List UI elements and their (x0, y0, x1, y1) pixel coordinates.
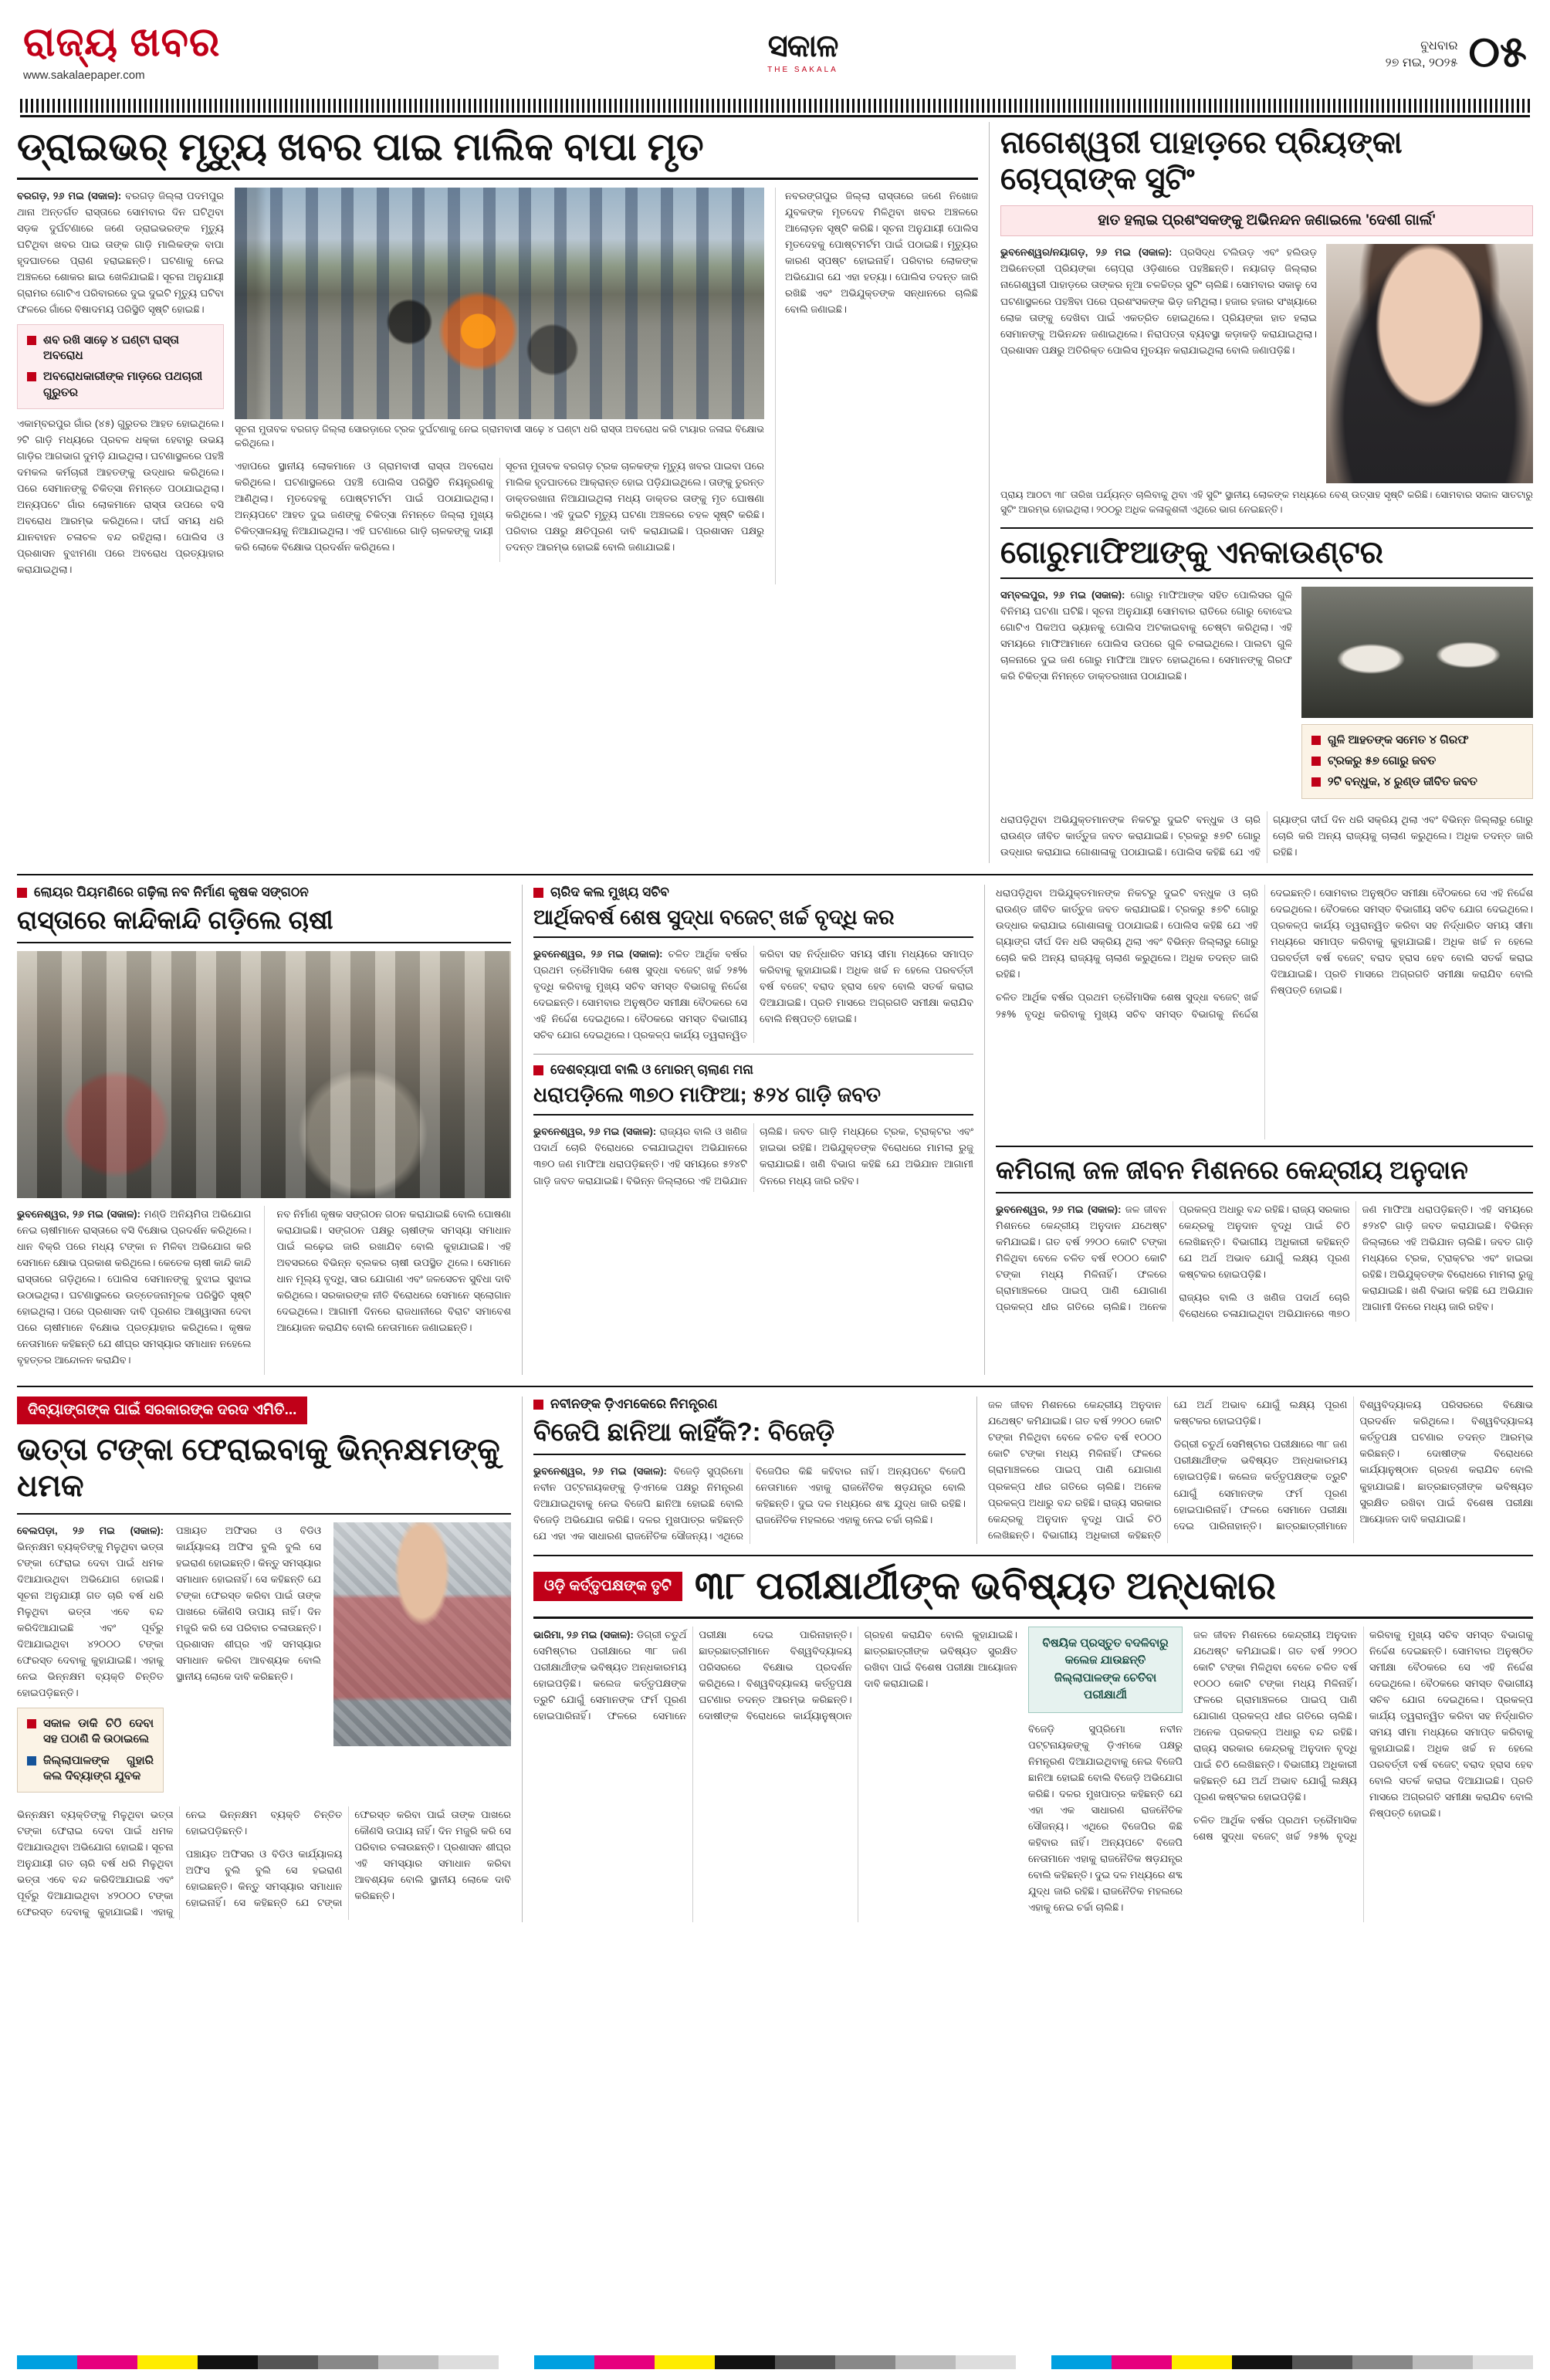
masthead (17, 0, 1533, 97)
sand-kicker (533, 1062, 973, 1078)
divyang-story (17, 1397, 511, 1922)
farmers-col-1 (17, 1206, 252, 1375)
divyang-col-2 (176, 1522, 321, 1799)
gorumafia-text: ଗୋରୁ ମାଫିଆଙ୍କ ସହିତ ପୋଲିସର ଗୁଳି ବିନିମୟ ଘଟଣା ଘଟିଛି। ସୂଚନା ଅନୁଯାୟୀ ସୋମବାର ରାତିରେ ଗୋରୁ ବୋଝେଇ ଗୋଟିଏ ପିକଅପ ଭ୍ୟାନକୁ ପୋଲିସ ଅଟକାଇବାକୁ ଚେଷ୍ଟା କରିଥିଲା। ଏହି ସମୟରେ ମାଫିଆମାନେ ପୋଲିସ ଉପରେ ଗୁଳି ଚଳାଇଥିଲେ। ପାଲଟା ଗୁଳି ଚାଳନାରେ ଦୁଇ ଜଣ ଗୋରୁ ମାଫିଆ ଆହତ ହୋଇଥିଲେ। ସେମାନଙ୍କୁ ଗିରଫ କରି ଚିକିତ୍ସା ନିମନ୍ତେ ଡାକ୍ତରଖାନା ପଠାଯାଇଛି। (1000, 588, 1292, 682)
reg-gray2 (835, 2355, 895, 2369)
reg-yellow (137, 2355, 198, 2369)
budget-body (533, 946, 973, 1043)
paper-logo-subtext: THE SAKALA (767, 66, 838, 74)
reg-gray4 (956, 2355, 1016, 2369)
budget-kicker (533, 885, 973, 900)
bjp-body (533, 1463, 966, 1544)
lead-text-1: ବରଗଡ଼ ଜିଲ୍ଲା ପଦମପୁର ଥାନା ଅନ୍ତର୍ଗତ ରାସ୍ତାରେ ସୋମବାର ଦିନ ଘଟିଥିବା ସଡ଼କ ଦୁର୍ଘଟଣାରେ ଜଣେ ଡ୍ରାଇଭରଙ୍କ ମୃତ୍ୟୁ ଘଟିଥିବା ଖବର ପାଇ ତାଙ୍କ ଗାଡ଼ି ମାଲିକଙ୍କ ବାପା ହୃଦଘାତରେ ପ୍ରାଣ ହରାଇଛନ୍ତି। ଘଟଣାକୁ ନେଇ ଅଞ୍ଚଳରେ ଶୋକର ଛାଇ ଖେଳିଯାଇଛି। ସୂଚନା ଅନୁଯାୟୀ ଗ୍ରାମର ଗୋଟିଏ ପରିବାରରେ ଦୁଇ ଦୁଇଟି ମୃତ୍ୟୁ ଘଟିବା ଫଳରେ ଗାଁରେ ବିଷାଦମୟ ପରିସ୍ଥିତି ସୃଷ୍ଟି ହୋଇଛି। (17, 189, 224, 315)
reg-yellow (1172, 2355, 1232, 2369)
bullet-text: ସକାଳ ଡାକି ଚିଠି ଦେବା ସହ ପଠାଣି କି ଉଠାଇଲେ (43, 1717, 154, 1746)
budget-overflow-text: ଚଳିତ ଆର୍ଥିକ ବର୍ଷର ପ୍ରଥମ ତ୍ରୈମାସିକ ଶେଷ ସୁଦ୍ଧା ବଜେଟ୍ ଖର୍ଚ୍ଚ ୨୫% ବୃଦ୍ଧି କରିବାକୁ ମୁଖ୍ୟ ସଚିବ ସମସ୍ତ ବିଭାଗକୁ ନିର୍ଦ୍ଦେଶ ଦେଇଛନ୍ତି। ସୋମବାର ଅନୁଷ୍ଠିତ ସମୀକ୍ଷା ବୈଠକରେ ସେ ଏହି ନିର୍ଦ୍ଦେଶ ଦେଇଥିଲେ। ବୈଠକରେ ସମସ୍ତ ବିଭାଗୀୟ ସଚିବ ଯୋଗ ଦେଇଥିଲେ। ପ୍ରକଳ୍ପ କାର୍ଯ୍ୟ ତ୍ୱରାନ୍ୱିତ କରିବା ସହ ନିର୍ଦ୍ଧାରିତ ସମୟ ସୀମା ମଧ୍ୟରେ ସମାପ୍ତ କରିବାକୁ କୁହାଯାଇଛି। ଅଧିକ ଖର୍ଚ୍ଚ ନ ହେଲେ ପରବର୍ତ୍ତୀ ବର୍ଷ ବଜେଟ୍ ବରାଦ ହ୍ରାସ ହେବ ବୋଲି ସତର୍କ କରାଇ ଦିଆଯାଇଛି। ପ୍ରତି ମାସରେ ଅଗ୍ରଗତି ସମୀକ୍ଷା କରାଯିବ ବୋଲି ନିଷ୍ପତ୍ତି ହୋଇଛି। (996, 887, 1533, 1020)
gorumafia-body (1000, 587, 1292, 805)
farmers-text-2: ନବ ନିର୍ମାଣ କୃଷକ ସଙ୍ଗଠନ ଗଠନ କରାଯାଇଛି ବୋଲି ଘୋଷଣା କରାଯାଇଛି। ସଙ୍ଗଠନ ପକ୍ଷରୁ ଚାଷୀଙ୍କ ସମସ୍ୟା ସମାଧାନ ପାଇଁ ଲଢ଼େଇ ଜାରି ରଖାଯିବ ବୋଲି କୁହାଯାଇଛି। ଏହି ଅବସରରେ ବିଭିନ୍ନ ବ୍ଲକର ଚାଷୀ ଉପସ୍ଥିତ ଥିଲେ। ସେମାନେ ଧାନ ମୂଲ୍ୟ ବୃଦ୍ଧି, ସାର ଯୋଗାଣ ଏବଂ ଜଳସେଚନ ସୁବିଧା ଦାବି କରିଥିଲେ। ସରକାରଙ୍କ ନୀତି ବିରୋଧରେ ସେମାନେ ସ୍ଲୋଗାନ ଦେଇଥିଲେ। ଆଗାମୀ ଦିନରେ ରାଜଧାନୀରେ ବିରାଟ ସମାବେଶ ଆୟୋଜନ କରାଯିବ ବୋଲି ନେତାମାନେ ଜଣାଇଛନ୍ତି। (276, 1207, 511, 1334)
divyang-text-1: ଭିନ୍ନକ୍ଷମ ବ୍ୟକ୍ତିଙ୍କୁ ମିଳୁଥିବା ଭତ୍ତା ଟଙ୍କା ଫେରାଇ ଦେବା ପାଇଁ ଧମକ ଦିଆଯାଉଥିବା ଅଭିଯୋଗ ହୋଇଛି। ସୂଚନା ଅନୁଯାୟୀ ଗତ ଚାରି ବର୍ଷ ଧରି ମିଳୁଥିବା ଭତ୍ତା ଏବେ ବନ୍ଦ କରିଦିଆଯାଇଛି ଏବଂ ପୂର୍ବରୁ ଦିଆଯାଇଥିବା ୪୨୦୦୦ ଟଙ୍କା ଫେରସ୍ତ ଦେବାକୁ କୁହାଯାଇଛି। ଏହାକୁ ନେଇ ଭିନ୍ନକ୍ଷମ ବ୍ୟକ୍ତି ଚିନ୍ତିତ ହୋଇପଡ଼ିଛନ୍ତି। (17, 1540, 164, 1699)
date-weekday: ବୁଧବାର (1420, 39, 1458, 52)
registration-group (534, 2355, 1016, 2369)
center-rail (533, 885, 973, 1375)
list-item (27, 369, 214, 401)
date-full: ୨୭ ମଇ, ୨୦୨୫ (1385, 56, 1458, 69)
column-divider (522, 885, 523, 1375)
priyanka-headline: ନାଗେଶ୍ୱରୀ ପାହାଡ଼ରେ ପ୍ରିୟଙ୍କା ଚୋପ୍ରାଙ୍କ ସୁଟିଂ (1000, 126, 1403, 197)
jaljeevan-story (996, 885, 1533, 1375)
bjp-kicker-text: ନବୀନଙ୍କ ଡ଼ିଏମକେରେ ନିମନ୍ତ୍ରଣ (550, 1397, 718, 1412)
list-item (27, 1716, 154, 1748)
priyanka-subband: ହାତ ହଲାଇ ପ୍ରଶଂସକଙ୍କୁ ଅଭିନନ୍ଦନ ଜଣାଇଲେ 'ଦେଶୀ ଗାର୍ଲ' (1000, 205, 1533, 236)
list-item (1311, 774, 1523, 790)
reg-gray1 (1292, 2355, 1352, 2369)
lead-text-2: ଏହାପରେ ସ୍ଥାନୀୟ ଲୋକମାନେ ଓ ଗ୍ରାମବାସୀ ରାସ୍ତା ଅବରୋଧ କରିଥିଲେ। ଘଟଣାସ୍ଥଳରେ ପହଞ୍ଚି ପୋଲିସ ପରିସ୍ଥିତି ନିୟନ୍ତ୍ରଣକୁ ଆଣିଥିଲା। ମୃତଦେହକୁ ପୋଷ୍ଟମର୍ଟମ ପାଇଁ ପଠାଯାଇଥିଲା। ଅନ୍ୟପଟେ ଆହତ ଦୁଇ ଜଣଙ୍କୁ ଚିକିତ୍ସା ନିମନ୍ତେ ଜିଲ୍ଲା ମୁଖ୍ୟ ଚିକିତ୍ସାଳୟକୁ ନିଆଯାଇଥିଲା। ଏହି ଘଟଣାରେ ଗାଡ଼ି ଚାଳକଙ୍କୁ ଦାୟୀ କରି ଲୋକେ ବିକ୍ଷୋଭ ପ୍ରଦର୍ଶନ କରିଥିଲେ। (235, 459, 493, 553)
list-item (1311, 733, 1523, 748)
print-registration-bars (17, 2352, 1533, 2372)
gorumafia-headline: ଗୋରୁମାଫିଆଙ୍କୁ ଏନକାଉଣ୍ଟର (1000, 535, 1384, 570)
jaljeevan-lead-overflow (996, 885, 1533, 1139)
farmers-col-2 (264, 1206, 512, 1375)
jaljeevan-text: ଜଳ ଜୀବନ ମିଶନରେ କେନ୍ଦ୍ରୀୟ ଅନୁଦାନ ଯଥେଷ୍ଟ କମିଯାଇଛି। ଗତ ବର୍ଷ ୨୨୦୦ କୋଟି ଟଙ୍କା ମିଳିଥିବା ବେଳେ ଚଳିତ ବର୍ଷ ୧୦୦୦ କୋଟି ଟଙ୍କା ମଧ୍ୟ ମିଳିନାହିଁ। ଫଳରେ ଗ୍ରାମାଞ୍ଚଳରେ ପାଇପ୍ ପାଣି ଯୋଗାଣ ପ୍ରକଳ୍ପ ଧୀର ଗତିରେ ଚାଲିଛି। ଅନେକ ପ୍ରକଳ୍ପ ଅଧାରୁ ବନ୍ଦ ରହିଛି। ରାଜ୍ୟ ସରକାର କେନ୍ଦ୍ରକୁ ଅନୁଦାନ ବୃଦ୍ଧି ପାଇଁ ଚିଠି ଲେଖିଛନ୍ତି। ବିଭାଗୀୟ ଅଧିକାରୀ କହିଛନ୍ତି ଯେ ଅର୍ଥ ଅଭାବ ଯୋଗୁଁ ଲକ୍ଷ୍ୟ ପୂରଣ କଷ୍ଟକର ହୋଇପଡ଼ିଛି। (996, 1203, 1350, 1313)
lead-bullet-box (17, 324, 224, 409)
reg-cyan (17, 2355, 77, 2369)
bullet-text: ଜିଲ୍ଲାପାଳଙ୍କ ଗୁହାରି କଲ ଦିବ୍ୟାଙ୍ଗ ଯୁବକ (43, 1753, 154, 1782)
farmers-kicker-text: ଲୋୟର ପିୟମଣିରେ ଗଢ଼ିଲା ନବ ନିର୍ମାଣ କୃଷକ ସଙ୍ଗଠନ (34, 885, 309, 900)
reg-gray2 (318, 2355, 378, 2369)
reg-gray1 (258, 2355, 318, 2369)
farmers-text-1: ମଣ୍ଡି ଅନିୟମିତା ଅଭିଯୋଗ ନେଇ ଚାଷୀମାନେ ରାସ୍ତାରେ ବସି ବିକ୍ଷୋଭ ପ୍ରଦର୍ଶନ କରିଥିଲେ। ଧାନ ବିକ୍ରି ପରେ ମଧ୍ୟ ଟଙ୍କା ନ ମିଳିବା ଅଭିଯୋଗ କରି ସେମାନେ କ୍ଷୋଭ ପ୍ରକାଶ କରିଥିଲେ। କେତେକ ଚାଷୀ କାନ୍ଦି କାନ୍ଦି ରାସ୍ତାରେ ଗଡ଼ିଥିଲେ। ପୋଲିସ ସେମାନଙ୍କୁ ବୁଝାଇ ସୁଝାଇ ଉଠାଇଥିଲା। ଘଟଣାସ୍ଥଳରେ ଉତ୍ତେଜନାମୂଳକ ପରିସ୍ଥିତି ସୃଷ୍ଟି ହୋଇଥିଲା। ପରେ ପ୍ରଶାସନ ଦାବି ପୂରଣର ଆଶ୍ୱାସନା ଦେବା ପରେ ଚାଷୀମାନେ ବିକ୍ଷୋଭ ପ୍ରତ୍ୟାହାର କରିଥିଲେ। କୃଷକ ନେତାମାନେ କହିଛନ୍ତି ଯେ ଶୀଘ୍ର ସମସ୍ୟାର ସମାଧାନ ନହେଲେ ବୃହତ୍ତର ଆନ୍ଦୋଳନ କରାଯିବ। (17, 1207, 252, 1366)
gorumafia-photo (1301, 587, 1533, 718)
gorumafia-body-2: ଧରାପଡ଼ିଥିବା ଅଭିଯୁକ୍ତମାନଙ୍କ ନିକଟରୁ ଦୁଇଟି ବନ୍ଧୁକ ଓ ଚାରି ରାଉଣ୍ଡ ଜୀବିତ କାର୍ତ୍ତୁଜ ଜବତ କରାଯାଇଛି। ଟ୍ରକରୁ ୫୭ଟି ଗୋରୁ ଉଦ୍ଧାର କରାଯାଇ ଗୋଶାଳାକୁ ପଠାଯାଇଛି। ପୋଲିସ କହିଛି ଯେ ଏହି ଗ୍ୟାଙ୍ଗ ଦୀର୍ଘ ଦିନ ଧରି ସକ୍ରିୟ ଥିଲା ଏବଂ ବିଭିନ୍ନ ଜିଲ୍ଲାରୁ ଗୋରୁ ଚୋରି କରି ଅନ୍ୟ ରାଜ୍ୟକୁ ଚାଲାଣ କରୁଥିଲେ। ଅଧିକ ତଦନ୍ତ ଜାରି ରହିଛି। (1000, 813, 1533, 858)
sand-text: ରାଜ୍ୟର ବାଲି ଓ ଖଣିଜ ପଦାର୍ଥ ଚୋରି ବିରୋଧରେ ଚଳାଯାଇଥିବା ଅଭିଯାନରେ ୩୭୦ ଜଣ ମାଫିଆ ଧରାପଡ଼ିଛନ୍ତି। ଏହି ସମୟରେ ୫୨୪ଟି ଗାଡ଼ି ଜବତ କରାଯାଇଛି। ବିଭିନ୍ନ ଜିଲ୍ଲାରେ ଏହି ଅଭିଯାନ ଚାଲିଛି। ଜବତ ଗାଡ଼ି ମଧ୍ୟରେ ଟ୍ରକ, ଟ୍ରାକ୍ଟର ଏବଂ ହାଇଭା ରହିଛି। ଅଭିଯୁକ୍ତଙ୍କ ବିରୋଧରେ ମାମଲା ରୁଜୁ କରାଯାଇଛି। ଖଣି ବିଭାଗ କହିଛି ଯେ ଅଭିଯାନ ଆଗାମୀ ଦିନରେ ମଧ୍ୟ ଜାରି ରହିବ। (533, 1126, 973, 1187)
priyanka-text: ପ୍ରସିଦ୍ଧ ଟଲିଉଡ଼ ଏବଂ ହଲିଉଡ଼ ଅଭିନେତ୍ରୀ ପ୍ରିୟଙ୍କା ଚୋପ୍ରା ଓଡ଼ିଶାରେ ପହଞ୍ଚିଛନ୍ତି। ନୟାଗଡ଼ ଜିଲ୍ଲାର ନାଗେଶ୍ୱରୀ ପାହାଡ଼ରେ ତାଙ୍କର ନୂଆ ଚଳଚ୍ଚିତ୍ର ସୁଟିଂ ଚାଲିଛି। ସୋମବାର ସକାଳୁ ସେ ଘଟଣାସ୍ଥଳରେ ପହଞ୍ଚିବା ପରେ ପ୍ରଶଂସକଙ୍କ ଭିଡ଼ ଜମିଥିଲା। ହଜାର ହଜାର ସଂଖ୍ୟାରେ ଲୋକ ତାଙ୍କୁ ଦେଖିବା ପାଇଁ ଏକତ୍ରିତ ହୋଇଥିଲେ। ପ୍ରିୟଙ୍କା ହାତ ହଲାଇ ସେମାନଙ୍କୁ ଅଭିନନ୍ଦନ ଜଣାଇଥିଲେ। ନିରାପତ୍ତା ବ୍ୟବସ୍ଥା କଡ଼ାକଡ଼ି କରାଯାଇଥିଲା। ପ୍ରଶାସନ ପକ୍ଷରୁ ଅତିରିକ୍ତ ପୋଲିସ ମୁତୟନ କରାଯାଇଥିଲା ବୋଲି ଜଣାପଡ଼ିଛି। (1000, 246, 1317, 356)
bullet-square-icon (533, 888, 543, 898)
divyang-text-cont-1: ଭିନ୍ନକ୍ଷମ ବ୍ୟକ୍ତିଙ୍କୁ ମିଳୁଥିବା ଭତ୍ତା ଟଙ୍କା ଫେରାଇ ଦେବା ପାଇଁ ଧମକ ଦିଆଯାଉଥିବା ଅଭିଯୋଗ ହୋଇଛି। ସୂଚନା ଅନୁଯାୟୀ ଗତ ଚାରି ବର୍ଷ ଧରି ମିଳୁଥିବା ଭତ୍ତା ଏବେ ବନ୍ଦ କରିଦିଆଯାଇଛି ଏବଂ ପୂର୍ବରୁ ଦିଆଯାଇଥିବା ୪୨୦୦୦ ଟଙ୍କା ଫେରସ୍ତ ଦେବାକୁ କୁହାଯାଇଛି। ଏହାକୁ ନେଇ ଭିନ୍ନକ୍ଷମ ବ୍ୟକ୍ତି ଚିନ୍ତିତ ହୋଇପଡ଼ିଛନ୍ତି। (17, 1809, 343, 1918)
exam-text-right-2: ଚଳିତ ଆର୍ଥିକ ବର୍ଷର ପ୍ରଥମ ତ୍ରୈମାସିକ ଶେଷ ସୁଦ୍ଧା ବଜେଟ୍ ଖର୍ଚ୍ଚ ୨୫% ବୃଦ୍ଧି କରିବାକୁ ମୁଖ୍ୟ ସଚିବ ସମସ୍ତ ବିଭାଗକୁ ନିର୍ଦ୍ଦେଶ ଦେଇଛନ୍ତି। ସୋମବାର ଅନୁଷ୍ଠିତ ସମୀକ୍ଷା ବୈଠକରେ ସେ ଏହି ନିର୍ଦ୍ଦେଶ ଦେଇଥିଲେ। ବୈଠକରେ ସମସ୍ତ ବିଭାଗୀୟ ସଚିବ ଯୋଗ ଦେଇଥିଲେ। ପ୍ରକଳ୍ପ କାର୍ଯ୍ୟ ତ୍ୱରାନ୍ୱିତ କରିବା ସହ ନିର୍ଦ୍ଧାରିତ ସମୟ ସୀମା ମଧ୍ୟରେ ସମାପ୍ତ କରିବାକୁ କୁହାଯାଇଛି। ଅଧିକ ଖର୍ଚ୍ଚ ନ ହେଲେ ପରବର୍ତ୍ତୀ ବର୍ଷ ବଜେଟ୍ ବରାଦ ହ୍ରାସ ହେବ ବୋଲି ସତର୍କ କରାଇ ଦିଆଯାଇଛି। ପ୍ରତି ମାସରେ ଅଗ୍ରଗତି ସମୀକ୍ଷା କରାଯିବ ବୋଲି ନିଷ୍ପତ୍ତି ହୋଇଛି। (1193, 1628, 1533, 1843)
priyanka-dateline: ଭୁବନେଶ୍ୱର/ନୟାଗଡ଼, ୨୬ ମଇ (ସକାଳ): (1000, 246, 1173, 259)
paper-logo-text: ସକାଳ (767, 29, 838, 63)
bullet-square-icon (1311, 736, 1321, 745)
bullet-text: ଗୁଳି ଆହତଙ୍କ ସମେତ ୪ ଗିରଫ (1328, 733, 1469, 747)
bullet-square-icon (533, 1065, 543, 1075)
farmers-kicker (17, 885, 511, 900)
bottom-section (17, 1397, 1533, 1922)
priyanka-photo (1326, 244, 1533, 483)
gorumafia-bullet-box (1301, 724, 1533, 799)
lead-col-2 (235, 188, 764, 585)
reg-magenta (594, 2355, 655, 2369)
divyang-text-2-wrap (176, 1522, 321, 1684)
gorumafia-photo-wrap (1301, 587, 1533, 805)
jaljeevan-headline: କମିଗଲା ଜଳ ଜୀବନ ମିଶନରେ କେନ୍ଦ୍ରୀୟ ଅନୁଦାନ (996, 1156, 1468, 1185)
lead-photo-caption: ସୂଚନା ମୁତାବକ ବରଗଡ଼ ଜିଲ୍ଲା ସୋରଡ଼ାରେ ଟ୍ରକ ଦୁର୍ଘଟଣାକୁ ନେଇ ଗ୍ରାମବାସୀ ସାଢ଼େ ୪ ଘଣ୍ଟା ଧରି ରାସ୍ତା ଅବରୋଧ କରି ଟାୟାର ଜଳାଇ ବିକ୍ଷୋଭ କରିଥିଲେ। (235, 423, 764, 449)
jaljeevan-overflow-text: ଜଳ ଜୀବନ ମିଶନରେ କେନ୍ଦ୍ରୀୟ ଅନୁଦାନ ଯଥେଷ୍ଟ କମିଯାଇଛି। ଗତ ବର୍ଷ ୨୨୦୦ କୋଟି ଟଙ୍କା ମିଳିଥିବା ବେଳେ ଚଳିତ ବର୍ଷ ୧୦୦୦ କୋଟି ଟଙ୍କା ମଧ୍ୟ ମିଳିନାହିଁ। ଫଳରେ ଗ୍ରାମାଞ୍ଚଳରେ ପାଇପ୍ ପାଣି ଯୋଗାଣ ପ୍ରକଳ୍ପ ଧୀର ଗତିରେ ଚାଲିଛି। ଅନେକ ପ୍ରକଳ୍ପ ଅଧାରୁ ବନ୍ଦ ରହିଛି। ରାଜ୍ୟ ସରକାର କେନ୍ଦ୍ରକୁ ଅନୁଦାନ ବୃଦ୍ଧି ପାଇଁ ଚିଠି ଲେଖିଛନ୍ତି। ବିଭାଗୀୟ ଅଧିକାରୀ କହିଛନ୍ତି ଯେ ଅର୍ଥ ଅଭାବ ଯୋଗୁଁ ଲକ୍ଷ୍ୟ ପୂରଣ କଷ୍ଟକର ହୋଇପଡ଼ିଛି। (988, 1399, 1348, 1541)
divyang-bullet-box (17, 1708, 164, 1793)
priyanka-body (1000, 244, 1317, 483)
farmers-photo (17, 951, 511, 1198)
jaljeevan-overflow (988, 1397, 1533, 1544)
bullet-text: ଶବ ରଖି ସାଢ଼େ ୪ ଘଣ୍ଟା ରାସ୍ତା ଅବରୋଧ (43, 333, 179, 363)
jaljeevan-dateline: ଭୁବନେଶ୍ୱର, ୨୬ ମଇ (ସକାଳ): (996, 1203, 1122, 1215)
reg-gray1 (775, 2355, 835, 2369)
list-item (27, 333, 214, 364)
exam-text-cont: ବିଜେଡ଼ି ସୁପ୍ରିମୋ ନବୀନ ପଟ୍ଟନାୟକଙ୍କୁ ଡ଼ିଏମକେ ପକ୍ଷରୁ ନିମନ୍ତ୍ରଣ ଦିଆଯାଇଥିବାକୁ ନେଇ ବିଜେପି ଛାନିଆ ହୋଇଛି ବୋଲି ବିଜେଡ଼ି ଅଭିଯୋଗ କରିଛି। ଦଳର ମୁଖପାତ୍ର କହିଛନ୍ତି ଯେ ଏହା ଏକ ସାଧାରଣ ରାଜନୈତିକ ସୌଜନ୍ୟ। ଏଥିରେ ବିଜେପିର କିଛି କହିବାର ନାହିଁ। ଅନ୍ୟପଟେ ବିଜେପି ନେତାମାନେ ଏହାକୁ ରାଜନୈତିକ ଷଡ଼ଯନ୍ତ୍ର ବୋଲି କହିଛନ୍ତି। ଦୁଇ ଦଳ ମଧ୍ୟରେ ଶବ୍ଦ ଯୁଦ୍ଧ ଜାରି ରହିଛି। ରାଜନୈତିକ ମହଲରେ ଏହାକୁ ନେଇ ଚର୍ଚ୍ଚା ଚାଲିଛି। (1028, 1722, 1183, 1914)
gorumafia-dateline: ସମ୍ବଲପୁର, ୨୬ ମଇ (ସକାଳ): (1000, 588, 1125, 601)
section-divider-2 (17, 1386, 1533, 1387)
website-url[interactable]: www.sakalaepaper.com (23, 68, 145, 82)
reg-gray4 (438, 2355, 499, 2369)
exam-text: ଡିଗ୍ରୀ ଚତୁର୍ଥ ସେମିଷ୍ଟାର ପରୀକ୍ଷାରେ ୩୮ ଜଣ ପରୀକ୍ଷାର୍ଥୀଙ୍କ ଭବିଷ୍ୟତ ଅନ୍ଧକାରମୟ ହୋଇପଡ଼ିଛି। କଲେଜ କର୍ତ୍ତୃପକ୍ଷଙ୍କ ତ୍ରୁଟି ଯୋଗୁଁ ସେମାନଙ୍କ ଫର୍ମ ପୂରଣ ହୋଇପାରିନାହିଁ। ଫଳରେ ସେମାନେ ପରୀକ୍ଷା ଦେଇ ପାରିନାହାନ୍ତି। ଛାତ୍ରଛାତ୍ରୀମାନେ ବିଶ୍ୱବିଦ୍ୟାଳୟ ପରିସରରେ ବିକ୍ଷୋଭ ପ୍ରଦର୍ଶନ କରିଥିଲେ। ବିଶ୍ୱବିଦ୍ୟାଳୟ କର୍ତ୍ତୃପକ୍ଷ ଘଟଣାର ତଦନ୍ତ ଆରମ୍ଭ କରିଛନ୍ତି। ଦୋଷୀଙ୍କ ବିରୋଧରେ କାର୍ଯ୍ୟାନୁଷ୍ଠାନ ଗ୍ରହଣ କରାଯିବ ବୋଲି କୁହାଯାଇଛି। ଛାତ୍ରଛାତ୍ରୀଙ୍କ ଭବିଷ୍ୟତ ସୁରକ୍ଷିତ ରଖିବା ପାଇଁ ବିଶେଷ ପରୀକ୍ଷା ଆୟୋଜନ ଦାବି କରାଯାଇଛି। (533, 1628, 1017, 1722)
exam-teal-box: ବିଷୟିକ ପ୍ରସ୍ତୁତ ବଦଳିବାରୁ କଲେଜ ଯାଉଛନ୍ତି ଜିଲ୍ଲାପାଳଙ୍କ ଚେତିବା ପରୀକ୍ଷାର୍ଥୀ (1028, 1627, 1183, 1713)
sand-body (533, 1123, 973, 1192)
gorumafia-overflow-text: ଧରାପଡ଼ିଥିବା ଅଭିଯୁକ୍ତମାନଙ୍କ ନିକଟରୁ ଦୁଇଟି ବନ୍ଧୁକ ଓ ଚାରି ରାଉଣ୍ଡ ଜୀବିତ କାର୍ତ୍ତୁଜ ଜବତ କରାଯାଇଛି। ଟ୍ରକରୁ ୫୭ଟି ଗୋରୁ ଉଦ୍ଧାର କରାଯାଇ ଗୋଶାଳାକୁ ପଠାଯାଇଛି। ପୋଲିସ କହିଛି ଯେ ଏହି ଗ୍ୟାଙ୍ଗ ଦୀର୍ଘ ଦିନ ଧରି ସକ୍ରିୟ ଥିଲା ଏବଂ ବିଭିନ୍ନ ଜିଲ୍ଲାରୁ ଗୋରୁ ଚୋରି କରି ଅନ୍ୟ ରାଜ୍ୟକୁ ଚାଲାଣ କରୁଥିଲେ। ଅଧିକ ତଦନ୍ତ ଜାରି ରହିଛି। (996, 887, 1258, 980)
budget-dateline: ଭୁବନେଶ୍ୱର, ୨୬ ମଇ (ସକାଳ): (533, 948, 663, 960)
lead-story (17, 122, 978, 863)
list-item (1311, 753, 1523, 769)
farmers-story (17, 885, 511, 1375)
section-divider (17, 874, 1533, 875)
masthead-rule (20, 115, 1530, 117)
bullet-square-icon (17, 888, 27, 898)
masthead-right (1385, 26, 1527, 76)
lead-col-b: ସୂଚନା ମୁତାବକ ବରଗଡ଼ ଟ୍ରକ ଚାଳକଙ୍କ ମୃତ୍ୟୁ ଖବର ପାଇବା ପରେ ମାଲିକ ହୃଦଘାତରେ ଆକ୍ରାନ୍ତ ହୋଇ ପଡ଼ିଯାଇଥିଲେ। ତାଙ୍କୁ ତୁରନ୍ତ ଡାକ୍ତରଖାନା ନିଆଯାଇଥିଲା ମଧ୍ୟ ଡାକ୍ତର ତାଙ୍କୁ ମୃତ ଘୋଷଣା କରିଥିଲେ। ଏହି ଦୁଇଟି ମୃତ୍ୟୁ ଘଟଣା ଅଞ୍ଚଳରେ ଚହଳ ସୃଷ୍ଟି କରିଛି। ପରିବାର ପକ୍ଷରୁ କ୍ଷତିପୂରଣ ଦାବି କରାଯାଇଛି। ପ୍ରଶାସନ ପକ୍ଷରୁ ତଦନ୍ତ ଆରମ୍ଭ ହୋଇଛି ବୋଲି ଜଣାଯାଇଛି। (506, 459, 764, 553)
publication-date (1386, 38, 1458, 71)
masthead-left (23, 19, 221, 82)
reg-gray3 (378, 2355, 438, 2369)
column-divider (984, 885, 985, 1375)
reg-gray3 (895, 2355, 956, 2369)
farmers-headline: ରାସ୍ତାରେ କାନ୍ଦିକାନ୍ଦି ଗଡ଼ିଲେ ଚାଷୀ (17, 906, 333, 935)
bullet-square-icon (27, 336, 36, 345)
divyang-kicker-band: ଦିବ୍ୟାଙ୍ଗଙ୍କ ପାଇଁ ସରକାରଙ୍କ ଦରଦ ଏମିତି... (17, 1397, 307, 1424)
bullet-text: ୨ଟି ବନ୍ଧୁକ, ୪ ରୁଣ୍ଡ ଜୀବିତ ଜବତ (1328, 775, 1477, 789)
bjp-kicker (533, 1397, 966, 1412)
reg-cyan (534, 2355, 594, 2369)
section-title: ରାଜ୍ୟ ଖବର (23, 19, 221, 65)
paper-logo (767, 29, 838, 74)
lead-col-1 (17, 188, 224, 585)
exam-dateline: ଭାରିମା, ୨୬ ମଇ (ସକାଳ): (533, 1628, 634, 1640)
bjp-story (533, 1397, 966, 1544)
exam-teal-wrap (1028, 1627, 1183, 1923)
top-section (17, 122, 1533, 863)
divyang-dateline: ବେଲପଡ଼ା, ୨୬ ମଇ (ସକାଳ): (17, 1524, 164, 1536)
reg-black (1232, 2355, 1292, 2369)
budget-text: ଚଳିତ ଆର୍ଥିକ ବର୍ଷର ପ୍ରଥମ ତ୍ରୈମାସିକ ଶେଷ ସୁଦ୍ଧା ବଜେଟ୍ ଖର୍ଚ୍ଚ ୨୫% ବୃଦ୍ଧି କରିବାକୁ ମୁଖ୍ୟ ସଚିବ ସମସ୍ତ ବିଭାଗକୁ ନିର୍ଦ୍ଦେଶ ଦେଇଛନ୍ତି। ସୋମବାର ଅନୁଷ୍ଠିତ ସମୀକ୍ଷା ବୈଠକରେ ସେ ଏହି ନିର୍ଦ୍ଦେଶ ଦେଇଥିଲେ। ବୈଠକରେ ସମସ୍ତ ବିଭାଗୀୟ ସଚିବ ଯୋଗ ଦେଇଥିଲେ। ପ୍ରକଳ୍ପ କାର୍ଯ୍ୟ ତ୍ୱରାନ୍ୱିତ କରିବା ସହ ନିର୍ଦ୍ଧାରିତ ସମୟ ସୀମା ମଧ୍ୟରେ ସମାପ୍ତ କରିବାକୁ କୁହାଯାଇଛି। ଅଧିକ ଖର୍ଚ୍ଚ ନ ହେଲେ ପରବର୍ତ୍ତୀ ବର୍ଷ ବଜେଟ୍ ବରାଦ ହ୍ରାସ ହେବ ବୋଲି ସତର୍କ କରାଇ ଦିଆଯାଇଛି। ପ୍ରତି ମାସରେ ଅଗ୍ରଗତି ସମୀକ୍ଷା କରାଯିବ ବୋଲି ନିଷ୍ପତ୍ତି ହୋଇଛି। (533, 948, 973, 1041)
registration-group (1051, 2355, 1533, 2369)
exam-overflow-text: ଡିଗ୍ରୀ ଚତୁର୍ଥ ସେମିଷ୍ଟାର ପରୀକ୍ଷାରେ ୩୮ ଜଣ ପରୀକ୍ଷାର୍ଥୀଙ୍କ ଭବିଷ୍ୟତ ଅନ୍ଧକାରମୟ ହୋଇପଡ଼ିଛି। କଲେଜ କର୍ତ୍ତୃପକ୍ଷଙ୍କ ତ୍ରୁଟି ଯୋଗୁଁ ସେମାନଙ୍କ ଫର୍ମ ପୂରଣ ହୋଇପାରିନାହିଁ। ଫଳରେ ସେମାନେ ପରୀକ୍ଷା ଦେଇ ପାରିନାହାନ୍ତି। ଛାତ୍ରଛାତ୍ରୀମାନେ ବିଶ୍ୱବିଦ୍ୟାଳୟ ପରିସରରେ ବିକ୍ଷୋଭ ପ୍ରଦର୍ଶନ କରିଥିଲେ। ବିଶ୍ୱବିଦ୍ୟାଳୟ କର୍ତ୍ତୃପକ୍ଷ ଘଟଣାର ତଦନ୍ତ ଆରମ୍ଭ କରିଛନ୍ତି। ଦୋଷୀଙ୍କ ବିରୋଧରେ କାର୍ଯ୍ୟାନୁଷ୍ଠାନ ଗ୍ରହଣ କରାଯିବ ବୋଲି କୁହାଯାଇଛି। ଛାତ୍ରଛାତ୍ରୀଙ୍କ ଭବିଷ୍ୟତ ସୁରକ୍ଷିତ ରଖିବା ପାଇଁ ବିଶେଷ ପରୀକ୍ଷା ଆୟୋଜନ ଦାବି କରାଯାଇଛି। (1173, 1399, 1533, 1532)
divyang-body-rest (17, 1806, 511, 1920)
bullet-text: ଟ୍ରକରୁ ୫୭ ଗୋରୁ ଜବତ (1328, 754, 1437, 768)
lead-dateline: ବରଗଡ଼, ୨୬ ମଇ (ସକାଳ): (17, 189, 122, 201)
divyang-photo (333, 1522, 511, 1746)
divyang-col-1 (17, 1522, 164, 1799)
bullet-square-icon (1311, 777, 1321, 787)
sand-kicker-text: ଦେଶବ୍ୟାପୀ ବାଲି ଓ ମୋରମ୍ ଚାଲାଣ ମନା (550, 1062, 753, 1078)
jaljeevan-body (996, 1201, 1533, 1322)
farmers-dateline: ଭୁବନେଶ୍ୱର, ୨୬ ମଇ (ସକାଳ): (17, 1207, 140, 1220)
column-divider (522, 1397, 523, 1922)
column-divider (989, 122, 990, 863)
right-rail (1000, 122, 1533, 863)
bjp-dateline: ଭୁବନେଶ୍ୱର, ୨୬ ମଇ (ସକାଳ): (533, 1464, 667, 1477)
exam-headline: ୩୮ ପରୀକ୍ଷାର୍ଥୀଙ୍କ ଭବିଷ୍ୟତ ଅନ୍ଧକାର (694, 1564, 1276, 1608)
lead-photo (235, 188, 764, 419)
reg-magenta (77, 2355, 137, 2369)
list-item (27, 1753, 154, 1785)
reg-yellow (655, 2355, 715, 2369)
reg-black (198, 2355, 258, 2369)
exam-story (533, 1564, 1533, 1922)
exam-text-under-box (1028, 1721, 1183, 1916)
page-number: ୦୫ (1468, 26, 1527, 76)
priyanka-photo-wrap (1326, 244, 1533, 483)
divyang-text-cont-2: ପଞ୍ଚାୟତ ଅଫିସର ଓ ବିଡିଓ କାର୍ଯ୍ୟାଳୟ ଅଫିସ ବୁଲି ବୁଲି ସେ ହଇରାଣ ହୋଇଛନ୍ତି। କିନ୍ତୁ ସମସ୍ୟାର ସମାଧାନ ହୋଇନାହିଁ। ସେ କହିଛନ୍ତି ଯେ ଟଙ୍କା ଫେରସ୍ତ କରିବା ପାଇଁ ତାଙ୍କ ପାଖରେ କୌଣସି ଉପାୟ ନାହିଁ। ଦିନ ମଜୁରି କରି ସେ ପରିବାର ଚଳାଉଛନ୍ତି। ପ୍ରଶାସନ ଶୀଘ୍ର ଏହି ସମସ୍ୟାର ସମାଧାନ କରିବା ଆବଶ୍ୟକ ବୋଲି ସ୍ଥାନୀୟ ଲୋକେ ଦାବି କରିଛନ୍ତି। (185, 1809, 511, 1909)
jaljeevan-overflow-body (988, 1397, 1533, 1542)
bullet-square-icon (27, 1719, 36, 1728)
bullet-square-icon (1311, 757, 1321, 766)
lead-headline: ଡ୍ରାଇଭର୍ ମୃତ୍ୟୁ ଖବର ପାଇ ମାଲିକ ବାପା ମୃତ (17, 125, 704, 168)
exam-text-right-1: ଜଳ ଜୀବନ ମିଶନରେ କେନ୍ଦ୍ରୀୟ ଅନୁଦାନ ଯଥେଷ୍ଟ କମିଯାଇଛି। ଗତ ବର୍ଷ ୨୨୦୦ କୋଟି ଟଙ୍କା ମିଳିଥିବା ବେଳେ ଚଳିତ ବର୍ଷ ୧୦୦୦ କୋଟି ଟଙ୍କା ମଧ୍ୟ ମିଳିନାହିଁ। ଫଳରେ ଗ୍ରାମାଞ୍ଚଳରେ ପାଇପ୍ ପାଣି ଯୋଗାଣ ପ୍ରକଳ୍ପ ଧୀର ଗତିରେ ଚାଲିଛି। ଅନେକ ପ୍ରକଳ୍ପ ଅଧାରୁ ବନ୍ଦ ରହିଛି। ରାଜ୍ୟ ସରକାର କେନ୍ଦ୍ରକୁ ଅନୁଦାନ ବୃଦ୍ଧି ପାଇଁ ଚିଠି ଲେଖିଛନ୍ତି। ବିଭାଗୀୟ ଅଧିକାରୀ କହିଛନ୍ତି ଯେ ଅର୍ଥ ଅଭାବ ଯୋଗୁଁ ଲକ୍ଷ୍ୟ ପୂରଣ କଷ୍ଟକର ହୋଇପଡ଼ିଛି। (1193, 1628, 1357, 1803)
bjp-text: ବିଜେଡ଼ି ସୁପ୍ରିମୋ ନବୀନ ପଟ୍ଟନାୟକଙ୍କୁ ଡ଼ିଏମକେ ପକ୍ଷରୁ ନିମନ୍ତ୍ରଣ ଦିଆଯାଇଥିବାକୁ ନେଇ ବିଜେପି ଛାନିଆ ହୋଇଛି ବୋଲି ବିଜେଡ଼ି ଅଭିଯୋଗ କରିଛି। ଦଳର ମୁଖପାତ୍ର କହିଛନ୍ତି ଯେ ଏହା ଏକ ସାଧାରଣ ରାଜନୈତିକ ସୌଜନ୍ୟ। ଏଥିରେ ବିଜେପିର କିଛି କହିବାର ନାହିଁ। ଅନ୍ୟପଟେ ବିଜେପି ନେତାମାନେ ଏହାକୁ ରାଜନୈତିକ ଷଡ଼ଯନ୍ତ୍ର ବୋଲି କହିଛନ୍ତି। ଦୁଇ ଦଳ ମଧ୍ୟରେ ଶବ୍ଦ ଯୁଦ୍ଧ ଜାରି ରହିଛି। ରାଜନୈତିକ ମହଲରେ ଏହାକୁ ନେଇ ଚର୍ଚ୍ଚା ଚାଲିଛି। (533, 1464, 966, 1542)
lead-col-a: ଏକାମ୍ବରପୁର ଗାଁର (୪୫) ଗୁରୁତର ଆହତ ହୋଇଥିଲେ। ୨ଟି ଗାଡ଼ି ମଧ୍ୟରେ ପ୍ରବଳ ଧକ୍କା ହେବାରୁ ଉଭୟ ଗାଡ଼ିର ଆଗଭାଗ ଦୁମଡ଼ି ଯାଇଥିଲା। ଘଟଣାସ୍ଥଳରେ ପହଞ୍ଚି ଦମକଲ କର୍ମଚାରୀ ଆହତଙ୍କୁ ଉଦ୍ଧାର କରିଥିଲେ। ପରେ ସେମାନଙ୍କୁ ଚିକିତ୍ସା ନିମନ୍ତେ ପଠାଯାଇଥିଲା। ଅନ୍ୟପଟେ ଗାଁର ଲୋକମାନେ ରାସ୍ତା ଉପରେ ବସି ଅବରୋଧ ଆରମ୍ଭ କରିଥିଲେ। ଦୀର୍ଘ ସମୟ ଧରି ଯାନବାହନ ଚଳାଚଳ ବନ୍ଦ ରହିଥିଲା। ପୋଲିସ ଓ ପ୍ରଶାସନ ବୁଝାମଣା ପରେ ଅବରୋଧ ପ୍ରତ୍ୟାହାର କରାଯାଇଥିଲା। (17, 417, 224, 576)
jaljeevan-text-cont: ରାଜ୍ୟର ବାଲି ଓ ଖଣିଜ ପଦାର୍ଥ ଚୋରି ବିରୋଧରେ ଚଳାଯାଇଥିବା ଅଭିଯାନରେ ୩୭୦ ଜଣ ମାଫିଆ ଧରାପଡ଼ିଛନ୍ତି। ଏହି ସମୟରେ ୫୨୪ଟି ଗାଡ଼ି ଜବତ କରାଯାଇଛି। ବିଭିନ୍ନ ଜିଲ୍ଲାରେ ଏହି ଅଭିଯାନ ଚାଲିଛି। ଜବତ ଗାଡ଼ି ମଧ୍ୟରେ ଟ୍ରକ, ଟ୍ରାକ୍ଟର ଏବଂ ହାଇଭା ରହିଛି। ଅଭିଯୁକ୍ତଙ୍କ ବିରୋଧରେ ମାମଲା ରୁଜୁ କରାଯାଇଛି। ଖଣି ବିଭାଗ କହିଛି ଯେ ଅଭିଯାନ ଆଗାମୀ ଦିନରେ ମଧ୍ୟ ଜାରି ରହିବ। (1179, 1203, 1533, 1320)
priyanka-photo-caption: ପ୍ରାୟ ଆଠଟା ୩୮ ତାରିଖ ପର୍ଯ୍ୟନ୍ତ ଚାଲିବାକୁ ଥିବା ଏହି ସୁଟିଂ ସ୍ଥାନୀୟ ଲୋକଙ୍କ ମଧ୍ୟରେ ବେଶ୍ ଉତ୍ସାହ ସୃଷ୍ଟି କରିଛି। ସୋମବାର ସକାଳ ସାତଟାରୁ ସୁଟିଂ ଆରମ୍ଭ ହୋଇଥିଲା। ୨୦୦ରୁ ଅଧିକ କଳାକୁଶଳୀ ଏଥିରେ ଭାଗ ନେଇଛନ୍ତି। (1000, 489, 1533, 515)
middle-section (17, 885, 1533, 1375)
registration-group (17, 2355, 499, 2369)
reg-gray3 (1413, 2355, 1473, 2369)
exam-body-left (533, 1627, 1017, 1923)
bullet-square-icon (27, 1756, 36, 1766)
reg-gray2 (1352, 2355, 1413, 2369)
bullet-square-icon (533, 1400, 543, 1410)
lead-col-3 (775, 188, 978, 585)
divyang-text-2: ପଞ୍ଚାୟତ ଅଫିସର ଓ ବିଡିଓ କାର୍ଯ୍ୟାଳୟ ଅଫିସ ବୁଲି ବୁଲି ସେ ହଇରାଣ ହୋଇଛନ୍ତି। କିନ୍ତୁ ସମସ୍ୟାର ସମାଧାନ ହୋଇନାହିଁ। ସେ କହିଛନ୍ତି ଯେ ଟଙ୍କା ଫେରସ୍ତ କରିବା ପାଇଁ ତାଙ୍କ ପାଖରେ କୌଣସି ଉପାୟ ନାହିଁ। ଦିନ ମଜୁରି କରି ସେ ପରିବାର ଚଳାଉଛନ୍ତି। ପ୍ରଶାସନ ଶୀଘ୍ର ଏହି ସମସ୍ୟାର ସମାଧାନ କରିବା ଆବଶ୍ୟକ ବୋଲି ସ୍ଥାନୀୟ ଲୋକେ ଦାବି କରିଛନ୍ତି। (176, 1524, 321, 1683)
bottom-right-rail (533, 1397, 1533, 1922)
reg-black (715, 2355, 775, 2369)
divyang-headline: ଭତ୍ତା ଟଙ୍କା ଫେରାଇବାକୁ ଭିନ୍ନକ୍ଷମଙ୍କୁ ଧମକ (17, 1433, 500, 1504)
bullet-square-icon (27, 372, 36, 381)
budget-headline: ଆର୍ଥିକବର୍ଷ ଶେଷ ସୁଦ୍ଧା ବଜେଟ୍ ଖର୍ଚ୍ଚ ବୃଦ୍ଧି କର (533, 906, 895, 929)
exam-badge: ଓଡ଼ି କର୍ତ୍ତୃପକ୍ଷଙ୍କ ତୃଟି (533, 1572, 682, 1602)
divyang-photo-wrap (333, 1522, 511, 1799)
reg-gray4 (1473, 2355, 1533, 2369)
bullet-text: ଅବରୋଧକାରୀଙ୍କ ମାଡ଼ରେ ପଥଚାରୀ ଗୁରୁତର (43, 370, 203, 399)
sand-headline: ଧରାପଡ଼ିଲେ ୩୭୦ ମାଫିଆ; ୫୨୪ ଗାଡ଼ି ଜବତ (533, 1083, 881, 1107)
reg-cyan (1051, 2355, 1112, 2369)
budget-kicker-text: ଚାରିଦ କଲ ମୁଖ୍ୟ ସଚିବ (550, 885, 669, 900)
column-divider (976, 1397, 977, 1544)
masthead-rule-bars (20, 99, 1530, 113)
bjp-headline: ବିଜେପି ଛାନିଆ କାହିଁକି?: ବିଜେଡ଼ି (533, 1417, 835, 1447)
sand-dateline: ଭୁବନେଶ୍ୱର, ୨୬ ମଇ (ସକାଳ): (533, 1126, 657, 1138)
exam-body-right (1193, 1627, 1533, 1923)
lead-col-c: ନବରଙ୍ଗପୁର ଜିଲ୍ଲା ରାସ୍ତାରେ ଜଣେ ନିଖୋଜ ଯୁବକଙ୍କ ମୃତଦେହ ମିଳିଥିବା ଖବର ଅଞ୍ଚଳରେ ଆଲୋଡ଼ନ ସୃଷ୍ଟି କରିଛି। ସୂଚନା ଅନୁଯାୟୀ ପୋଲିସ ମୃତଦେହକୁ ପୋଷ୍ଟମର୍ଟମ ପାଇଁ ପଠାଇଛି। ମୃତ୍ୟୁର କାରଣ ସ୍ପଷ୍ଟ ହୋଇନାହିଁ। ପରିବାର ଲୋକଙ୍କ ଅଭିଯୋଗ ଯେ ଏହା ହତ୍ୟା। ପୋଲିସ ତଦନ୍ତ ଜାରି ରଖିଛି ଏବଂ ଅଭିଯୁକ୍ତଙ୍କ ସନ୍ଧାନରେ ଚାଲିଛି ବୋଲି ଜଣାଇଛି। (785, 189, 978, 315)
reg-magenta (1112, 2355, 1172, 2369)
